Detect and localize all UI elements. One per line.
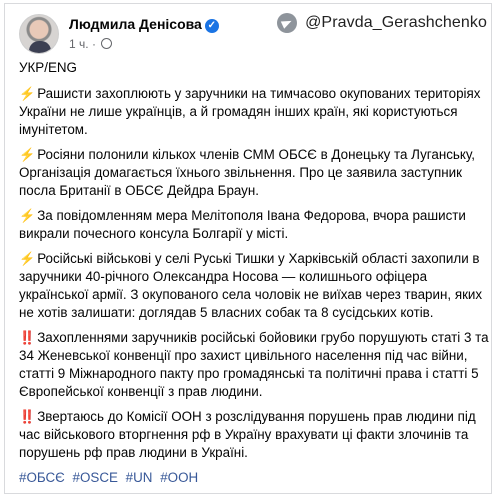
hashtag-link[interactable]: #ООН	[160, 470, 199, 485]
paragraph-text: Захопленнями заручників російські бойовики грубо порушують статі 3 та 34 Женевської конвенції про захист цивільного населення під час війни, статті 9 Міжнародного пакту про громадянські та політичні права і статті 5 Європейської конвенції з прав людини.	[19, 330, 489, 399]
meta-separator: ·	[91, 37, 96, 51]
post-paragraph	[19, 408, 489, 462]
post-time[interactable]: 1 ч.	[69, 37, 89, 51]
lightning-icon: ⚡	[19, 208, 36, 223]
author-name-text[interactable]: Людмила Денісова	[69, 16, 202, 32]
double-exclamation-icon: ‼️	[19, 330, 36, 345]
paragraph-text: Рашисти захоплюють у заручники на тимчасово окупованих територіях України не лише українців, а й громадян інших країн, які користуються імунітетом.	[19, 86, 481, 137]
lightning-icon: ⚡	[19, 147, 36, 162]
hashtag-link[interactable]: #ОБСЄ	[19, 470, 65, 485]
telegram-icon	[277, 13, 297, 33]
author-avatar[interactable]	[19, 14, 59, 54]
verified-badge-icon: ✓	[205, 19, 219, 33]
telegram-watermark	[277, 10, 487, 36]
post-paragraph	[19, 146, 489, 200]
paragraph-text: Росіяни полонили кількох членів СММ ОБСЄ в Донецьку та Луганську, Організація домагається їхнього звільнення. Про це заявила заступник посла Британії в ОБСЄ Дейдра Браун.	[19, 147, 475, 198]
post-header	[19, 12, 319, 60]
post-paragraph	[19, 207, 489, 243]
post-paragraph	[19, 329, 489, 401]
author-name[interactable]	[69, 16, 219, 33]
paragraph-text: Звертаюсь до Комісії ООН з розслідування порушень прав людини під час військового вторгнення рф в Україну врахувати ці факти злочинів та порушень рф прав людини в Україні.	[19, 409, 476, 460]
post-body	[19, 59, 489, 487]
hashtag-link[interactable]: #OSCE	[72, 470, 118, 485]
post-paragraph	[19, 85, 489, 139]
post-meta	[69, 37, 112, 51]
paragraph-text: За повідомленням мера Мелітополя Івана Федорова, вчора рашисти викрали почесного консула Болгарії у місті.	[19, 208, 466, 241]
lightning-icon: ⚡	[19, 86, 36, 101]
lightning-icon: ⚡	[19, 251, 36, 266]
hashtag-row	[19, 469, 489, 487]
post-language-line: УКР/ENG	[19, 60, 77, 75]
paragraph-text: Російські військові у селі Руські Тишки у Харківській області захопили в заручники 40-річного Олександра Носова — колишнього офіцера української армії. З окупованого села чоловік не виїхав через тварин, яких не хотів залишати: доглядав 5 власних собак та 8 сусідських котів.	[19, 251, 483, 320]
double-exclamation-icon: ‼️	[19, 409, 36, 424]
globe-icon	[101, 38, 112, 49]
hashtag-link[interactable]: #UN	[125, 470, 153, 485]
post-paragraph	[19, 250, 489, 322]
facebook-post-card	[4, 3, 492, 494]
watermark-text: @Pravda_Gerashchenko	[305, 14, 487, 31]
